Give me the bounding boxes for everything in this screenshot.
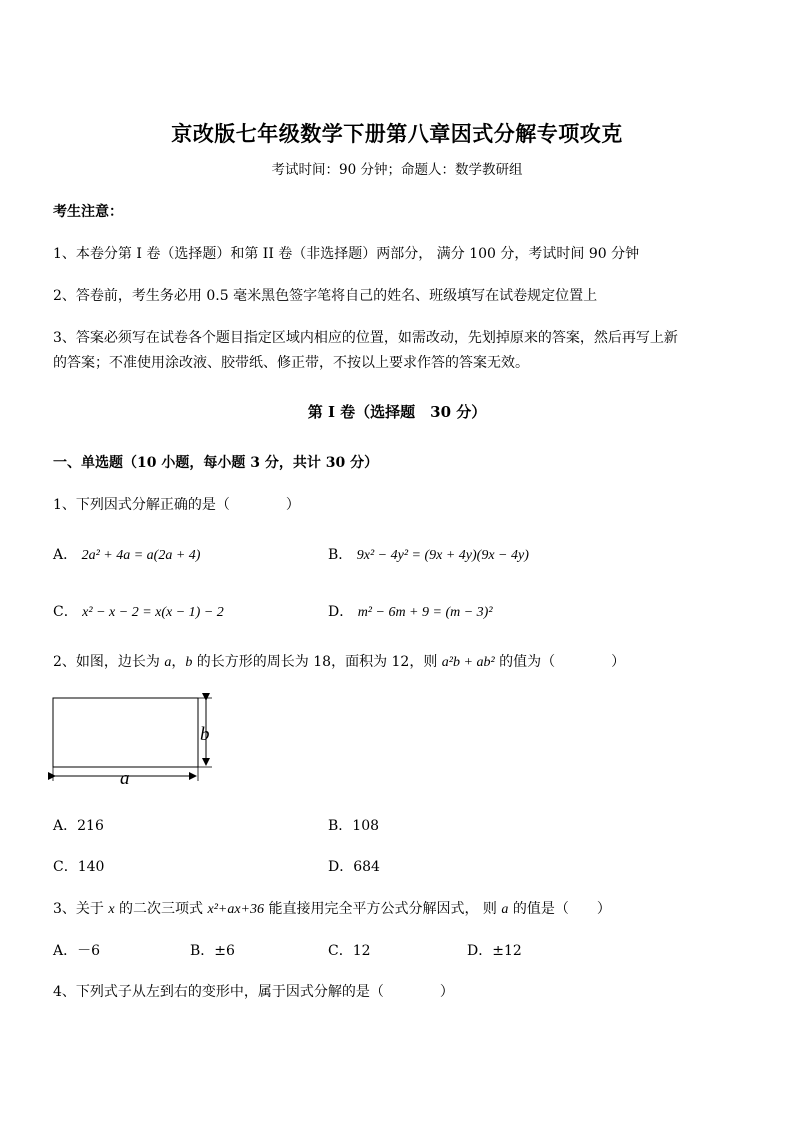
- question-1-stem: 1、下列因式分解正确的是（ ）: [53, 497, 300, 513]
- option-text: 216: [77, 818, 104, 834]
- var-a: a: [164, 655, 172, 670]
- q1-option-a: [53, 544, 200, 564]
- option-text: ±6: [214, 943, 235, 959]
- question-3-stem: [53, 898, 611, 918]
- option-label: A．: [53, 943, 78, 959]
- notice-item-1: 1、本卷分第 I 卷（选择题）和第 II 卷（非选择题）两部分， 满分 100 分，考试时间 90 分钟: [53, 246, 640, 262]
- question-2-stem: [53, 651, 625, 671]
- option-text: x² − x − 2 = x(x − 1) − 2: [82, 605, 224, 620]
- q2-option-a: [53, 815, 104, 835]
- option-label: B．: [190, 943, 215, 959]
- stem-text: 的值为（ ）: [494, 654, 626, 670]
- rectangle-figure: [46, 690, 226, 790]
- rectangle-diagram: [46, 690, 226, 790]
- stem-text: 2、如图，边长为: [53, 654, 165, 670]
- option-text: 2a² + 4a = a(2a + 4): [81, 548, 201, 563]
- stem-text: 的值是（ ）: [508, 901, 611, 917]
- question-4-stem: 4、下列式子从左到右的变形中，属于因式分解的是（ ）: [53, 984, 454, 1000]
- option-text: m² − 6m + 9 = (m − 3)²: [357, 605, 493, 620]
- stem-text: 的二次三项式: [114, 901, 208, 917]
- var-a: a: [501, 902, 509, 917]
- notice-heading: 考生注意：: [53, 204, 123, 220]
- q2-option-b: [328, 815, 379, 835]
- option-label: A．: [53, 818, 78, 834]
- option-label: C．: [328, 943, 353, 959]
- option-label: B．: [328, 818, 353, 834]
- label-a: a: [120, 768, 130, 789]
- option-text: ±12: [492, 943, 522, 959]
- exam-subtitle: 考试时间：90 分钟；命题人：数学教研组: [271, 162, 523, 178]
- option-label: C．: [53, 859, 78, 875]
- option-label: D．: [328, 604, 354, 620]
- q2-option-c: [53, 856, 104, 876]
- option-text: 684: [353, 859, 380, 875]
- notice-item-3: 3、答案必须写在试卷各个题目指定区域内相应的位置，如需改动，先划掉原来的答案，然后再写上新: [53, 330, 678, 346]
- option-text: 140: [77, 859, 105, 875]
- notice-item-3-cont: 的答案；不准使用涂改液、胶带纸、修正带，不按以上要求作答的答案无效。: [53, 355, 529, 371]
- q1-option-d: [328, 601, 493, 621]
- var-x: x: [108, 902, 115, 917]
- label-b: b: [200, 724, 210, 745]
- option-label: D．: [328, 859, 354, 875]
- stem-text: 3、关于: [53, 901, 109, 917]
- section-title: 第 I 卷（选择题 30 分）: [307, 403, 487, 421]
- notice-item-2: 2、答卷前，考生务必用 0.5 毫米黑色签字笔将自己的姓名、班级填写在试卷规定位置上: [53, 288, 598, 304]
- option-text: 108: [352, 818, 380, 834]
- option-label: D．: [467, 943, 493, 959]
- stem-text: 的长方形的周长为 18，面积为 12，则: [192, 654, 442, 670]
- q2-option-d: [328, 856, 380, 876]
- expression: x²+ax+36: [207, 902, 265, 917]
- q1-option-c: [53, 601, 224, 621]
- stem-text: ，: [171, 654, 186, 670]
- q3-option-d: [467, 940, 522, 960]
- option-label: B．: [328, 547, 353, 563]
- q3-option-a: [53, 940, 100, 960]
- part-heading: 一、单选题（10 小题，每小题 3 分，共计 30 分）: [53, 455, 379, 471]
- q3-option-c: [328, 940, 371, 960]
- option-text: 9x² − 4y² = (9x + 4y)(9x − 4y): [356, 548, 529, 563]
- q1-option-b: [328, 544, 529, 564]
- q3-option-b: [190, 940, 235, 960]
- option-text: 12: [352, 943, 371, 959]
- page-title: 京改版七年级数学下册第八章因式分解专项攻克: [171, 121, 623, 146]
- option-text: －6: [77, 943, 101, 959]
- option-label: A．: [53, 547, 78, 563]
- expression: a²b + ab²: [441, 655, 495, 670]
- option-label: C．: [53, 604, 78, 620]
- rectangle-shape: [53, 698, 198, 767]
- stem-text: 能直接用完全平方公式分解因式， 则: [264, 901, 502, 917]
- var-b: b: [185, 655, 193, 670]
